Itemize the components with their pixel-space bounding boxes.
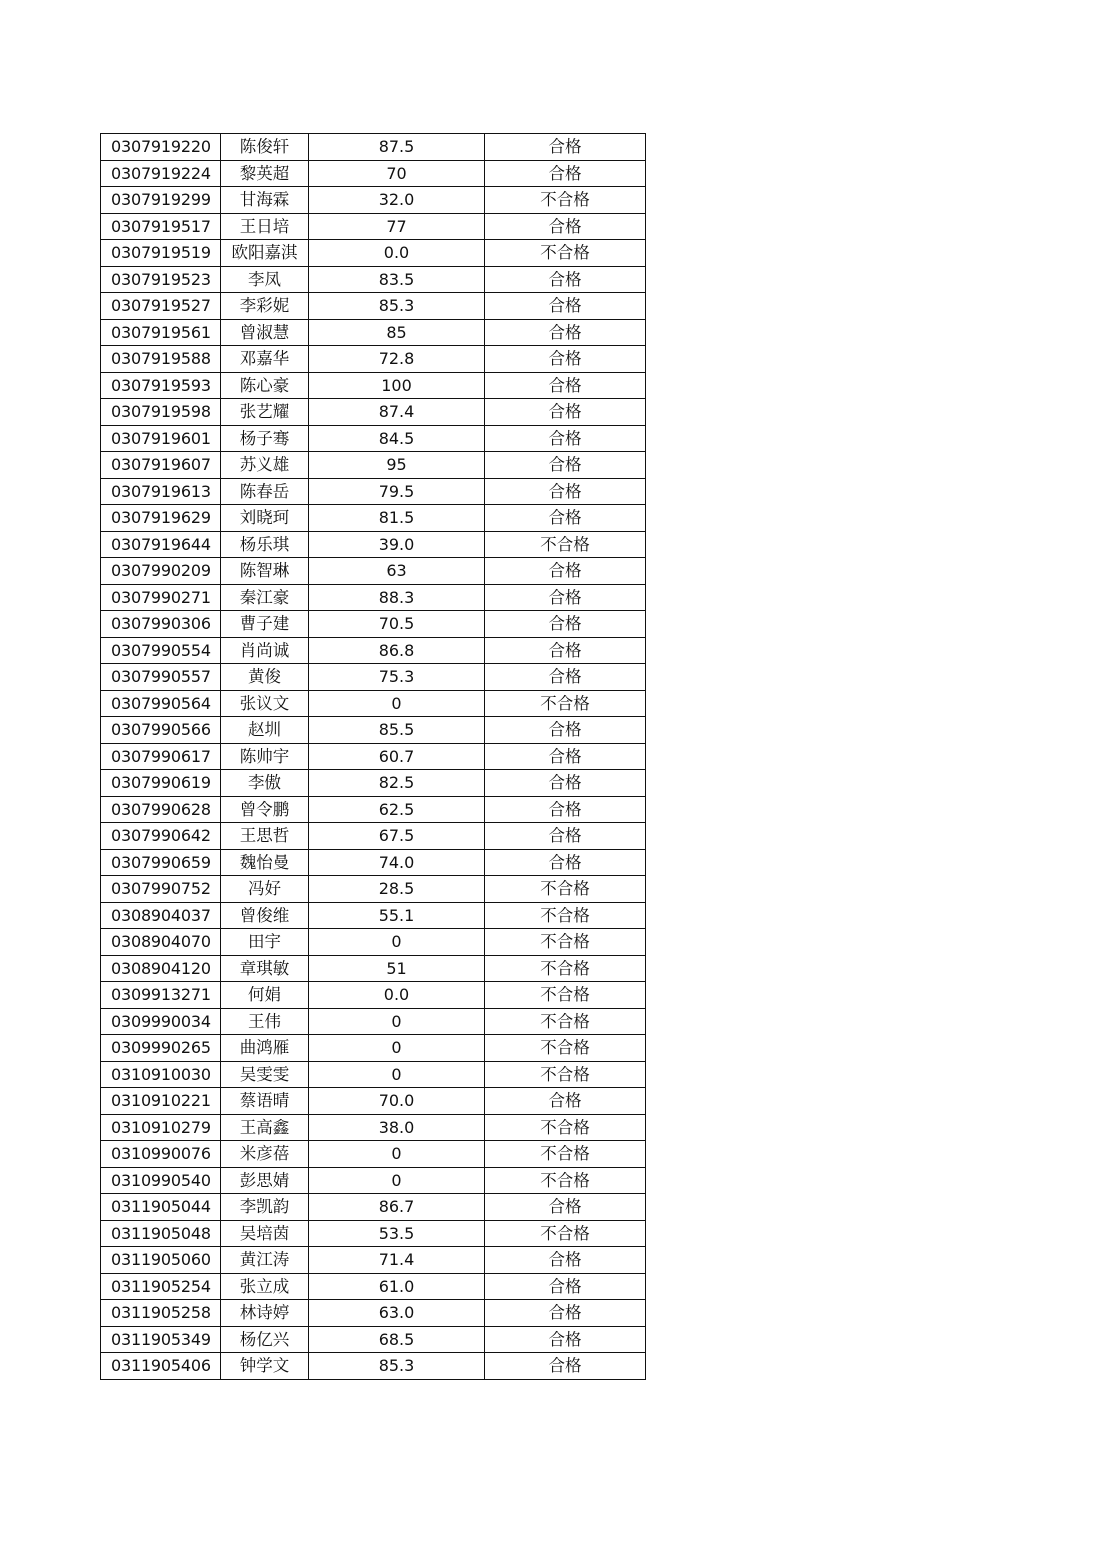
score-cell: 60.7 (309, 743, 485, 770)
student-id-cell: 0310990540 (101, 1167, 221, 1194)
result-cell: 合格 (485, 664, 646, 691)
student-name-cell: 王日培 (221, 213, 309, 240)
student-id-cell: 0311905258 (101, 1300, 221, 1327)
table-row (101, 876, 646, 903)
student-id-cell: 0311905060 (101, 1247, 221, 1274)
result-cell: 合格 (485, 478, 646, 505)
table-row (101, 849, 646, 876)
student-id-cell: 0308904070 (101, 929, 221, 956)
result-cell: 合格 (485, 584, 646, 611)
result-cell: 不合格 (485, 929, 646, 956)
score-cell: 53.5 (309, 1220, 485, 1247)
score-cell: 63.0 (309, 1300, 485, 1327)
student-id-cell: 0307919629 (101, 505, 221, 532)
score-cell: 0 (309, 929, 485, 956)
result-cell: 不合格 (485, 187, 646, 214)
table-row (101, 160, 646, 187)
table-row (101, 213, 646, 240)
student-id-cell: 0307919644 (101, 531, 221, 558)
table-row (101, 664, 646, 691)
student-name-cell: 米彦蓓 (221, 1141, 309, 1168)
student-name-cell: 王高鑫 (221, 1114, 309, 1141)
table-row (101, 690, 646, 717)
score-cell: 61.0 (309, 1273, 485, 1300)
table-row (101, 293, 646, 320)
table-row (101, 399, 646, 426)
score-cell: 71.4 (309, 1247, 485, 1274)
student-name-cell: 曾令鹏 (221, 796, 309, 823)
score-cell: 87.5 (309, 134, 485, 161)
result-cell: 合格 (485, 134, 646, 161)
table-row (101, 929, 646, 956)
student-id-cell: 0309913271 (101, 982, 221, 1009)
score-cell: 85 (309, 319, 485, 346)
table-row (101, 955, 646, 982)
score-cell: 83.5 (309, 266, 485, 293)
student-id-cell: 0307919598 (101, 399, 221, 426)
student-id-cell: 0310990076 (101, 1141, 221, 1168)
table-row (101, 187, 646, 214)
table-row (101, 452, 646, 479)
student-name-cell: 陈俊轩 (221, 134, 309, 161)
result-cell: 不合格 (485, 955, 646, 982)
result-cell: 合格 (485, 160, 646, 187)
result-cell: 不合格 (485, 1008, 646, 1035)
table-row (101, 902, 646, 929)
result-cell: 合格 (485, 1326, 646, 1353)
table-row (101, 1194, 646, 1221)
table-row (101, 1273, 646, 1300)
student-id-cell: 0311905048 (101, 1220, 221, 1247)
score-cell: 0 (309, 1008, 485, 1035)
student-name-cell: 魏怡曼 (221, 849, 309, 876)
score-cell: 84.5 (309, 425, 485, 452)
score-cell: 77 (309, 213, 485, 240)
student-name-cell: 王伟 (221, 1008, 309, 1035)
table-row (101, 505, 646, 532)
result-cell: 合格 (485, 399, 646, 426)
table-row (101, 425, 646, 452)
student-id-cell: 0307919607 (101, 452, 221, 479)
student-name-cell: 冯好 (221, 876, 309, 903)
student-id-cell: 0307919561 (101, 319, 221, 346)
student-name-cell: 杨亿兴 (221, 1326, 309, 1353)
student-id-cell: 0307919613 (101, 478, 221, 505)
result-cell: 合格 (485, 1353, 646, 1380)
student-id-cell: 0307919523 (101, 266, 221, 293)
student-name-cell: 陈心豪 (221, 372, 309, 399)
result-cell: 合格 (485, 823, 646, 850)
score-cell: 28.5 (309, 876, 485, 903)
student-name-cell: 吴雯雯 (221, 1061, 309, 1088)
table-row (101, 319, 646, 346)
student-name-cell: 陈帅宇 (221, 743, 309, 770)
result-cell: 合格 (485, 611, 646, 638)
student-name-cell: 杨子骞 (221, 425, 309, 452)
table-row (101, 240, 646, 267)
table-row (101, 531, 646, 558)
student-name-cell: 张立成 (221, 1273, 309, 1300)
result-cell: 合格 (485, 1300, 646, 1327)
table-row (101, 611, 646, 638)
student-id-cell: 0308904037 (101, 902, 221, 929)
student-id-cell: 0308904120 (101, 955, 221, 982)
result-cell: 合格 (485, 505, 646, 532)
score-cell: 0 (309, 1141, 485, 1168)
score-cell: 68.5 (309, 1326, 485, 1353)
score-cell: 0.0 (309, 240, 485, 267)
score-cell: 95 (309, 452, 485, 479)
student-id-cell: 0307919527 (101, 293, 221, 320)
score-cell: 75.3 (309, 664, 485, 691)
score-cell: 79.5 (309, 478, 485, 505)
table-row (101, 796, 646, 823)
score-cell: 85.3 (309, 293, 485, 320)
student-name-cell: 章琪敏 (221, 955, 309, 982)
student-id-cell: 0307919299 (101, 187, 221, 214)
score-cell: 55.1 (309, 902, 485, 929)
score-cell: 63 (309, 558, 485, 585)
student-id-cell: 0307990642 (101, 823, 221, 850)
table-row (101, 266, 646, 293)
student-name-cell: 彭思婧 (221, 1167, 309, 1194)
student-name-cell: 钟学文 (221, 1353, 309, 1380)
score-cell: 67.5 (309, 823, 485, 850)
score-cell: 70 (309, 160, 485, 187)
table-row (101, 1220, 646, 1247)
table-row (101, 637, 646, 664)
student-id-cell: 0311905349 (101, 1326, 221, 1353)
student-name-cell: 曲鸿雁 (221, 1035, 309, 1062)
result-cell: 合格 (485, 770, 646, 797)
student-id-cell: 0307990566 (101, 717, 221, 744)
student-id-cell: 0307990628 (101, 796, 221, 823)
student-name-cell: 李凯韵 (221, 1194, 309, 1221)
student-id-cell: 0307990659 (101, 849, 221, 876)
student-id-cell: 0307919224 (101, 160, 221, 187)
student-id-cell: 0309990034 (101, 1008, 221, 1035)
student-id-cell: 0307919588 (101, 346, 221, 373)
score-cell: 39.0 (309, 531, 485, 558)
score-cell: 62.5 (309, 796, 485, 823)
student-id-cell: 0307919517 (101, 213, 221, 240)
score-cell: 0 (309, 690, 485, 717)
student-name-cell: 黄俊 (221, 664, 309, 691)
table-row (101, 1167, 646, 1194)
student-name-cell: 曾淑慧 (221, 319, 309, 346)
result-cell: 合格 (485, 293, 646, 320)
score-cell: 70.5 (309, 611, 485, 638)
student-name-cell: 刘晓珂 (221, 505, 309, 532)
student-name-cell: 张艺耀 (221, 399, 309, 426)
result-cell: 合格 (485, 266, 646, 293)
table-row (101, 1247, 646, 1274)
student-id-cell: 0310910221 (101, 1088, 221, 1115)
result-cell: 合格 (485, 425, 646, 452)
student-name-cell: 曹子建 (221, 611, 309, 638)
table-row (101, 478, 646, 505)
result-cell: 合格 (485, 717, 646, 744)
result-cell: 不合格 (485, 1141, 646, 1168)
result-cell: 不合格 (485, 876, 646, 903)
student-id-cell: 0307990752 (101, 876, 221, 903)
student-id-cell: 0307919519 (101, 240, 221, 267)
score-cell: 70.0 (309, 1088, 485, 1115)
score-cell: 0 (309, 1035, 485, 1062)
result-cell: 不合格 (485, 690, 646, 717)
student-id-cell: 0307919593 (101, 372, 221, 399)
score-cell: 38.0 (309, 1114, 485, 1141)
result-cell: 不合格 (485, 1167, 646, 1194)
score-cell: 86.8 (309, 637, 485, 664)
result-cell: 合格 (485, 1088, 646, 1115)
table-row (101, 743, 646, 770)
result-cell: 合格 (485, 796, 646, 823)
result-cell: 合格 (485, 743, 646, 770)
result-cell: 合格 (485, 849, 646, 876)
score-cell: 86.7 (309, 1194, 485, 1221)
student-id-cell: 0311905406 (101, 1353, 221, 1380)
student-name-cell: 李傲 (221, 770, 309, 797)
result-cell: 不合格 (485, 1114, 646, 1141)
score-cell: 0 (309, 1061, 485, 1088)
student-id-cell: 0309990265 (101, 1035, 221, 1062)
score-cell: 0.0 (309, 982, 485, 1009)
student-name-cell: 陈春岳 (221, 478, 309, 505)
result-cell: 不合格 (485, 1035, 646, 1062)
student-id-cell: 0307919220 (101, 134, 221, 161)
result-cell: 合格 (485, 1273, 646, 1300)
student-id-cell: 0307919601 (101, 425, 221, 452)
student-name-cell: 何娟 (221, 982, 309, 1009)
table-row (101, 372, 646, 399)
table-row (101, 717, 646, 744)
score-cell: 85.5 (309, 717, 485, 744)
score-cell: 100 (309, 372, 485, 399)
score-cell: 32.0 (309, 187, 485, 214)
student-id-cell: 0311905044 (101, 1194, 221, 1221)
student-name-cell: 李彩妮 (221, 293, 309, 320)
result-cell: 合格 (485, 213, 646, 240)
student-name-cell: 李凤 (221, 266, 309, 293)
table-row (101, 1353, 646, 1380)
table-row (101, 584, 646, 611)
result-cell: 合格 (485, 372, 646, 399)
table-row (101, 1326, 646, 1353)
result-cell: 合格 (485, 319, 646, 346)
student-name-cell: 陈智琳 (221, 558, 309, 585)
score-cell: 74.0 (309, 849, 485, 876)
student-id-cell: 0307990564 (101, 690, 221, 717)
result-cell: 合格 (485, 452, 646, 479)
score-cell: 0 (309, 1167, 485, 1194)
score-cell: 51 (309, 955, 485, 982)
student-id-cell: 0311905254 (101, 1273, 221, 1300)
score-cell: 72.8 (309, 346, 485, 373)
student-name-cell: 曾俊维 (221, 902, 309, 929)
student-name-cell: 赵圳 (221, 717, 309, 744)
student-name-cell: 蔡语晴 (221, 1088, 309, 1115)
student-id-cell: 0307990209 (101, 558, 221, 585)
result-cell: 合格 (485, 558, 646, 585)
student-id-cell: 0307990271 (101, 584, 221, 611)
table-row (101, 1008, 646, 1035)
score-cell: 81.5 (309, 505, 485, 532)
result-cell: 合格 (485, 1194, 646, 1221)
student-name-cell: 秦江豪 (221, 584, 309, 611)
result-cell: 合格 (485, 1247, 646, 1274)
student-name-cell: 吴培茵 (221, 1220, 309, 1247)
table-row (101, 982, 646, 1009)
result-cell: 不合格 (485, 240, 646, 267)
table-row (101, 1141, 646, 1168)
result-cell: 不合格 (485, 531, 646, 558)
student-name-cell: 黎英超 (221, 160, 309, 187)
table-row (101, 558, 646, 585)
score-table (100, 133, 646, 1380)
student-name-cell: 欧阳嘉淇 (221, 240, 309, 267)
table-row (101, 1035, 646, 1062)
score-cell: 85.3 (309, 1353, 485, 1380)
student-id-cell: 0310910030 (101, 1061, 221, 1088)
student-id-cell: 0307990306 (101, 611, 221, 638)
score-cell: 87.4 (309, 399, 485, 426)
student-id-cell: 0307990619 (101, 770, 221, 797)
table-row (101, 1088, 646, 1115)
table-row (101, 770, 646, 797)
table-row (101, 346, 646, 373)
result-cell: 不合格 (485, 982, 646, 1009)
table-row (101, 134, 646, 161)
table-row (101, 1061, 646, 1088)
result-cell: 不合格 (485, 1061, 646, 1088)
student-name-cell: 张议文 (221, 690, 309, 717)
student-id-cell: 0310910279 (101, 1114, 221, 1141)
student-id-cell: 0307990617 (101, 743, 221, 770)
student-name-cell: 田宇 (221, 929, 309, 956)
score-cell: 82.5 (309, 770, 485, 797)
student-id-cell: 0307990557 (101, 664, 221, 691)
table-row (101, 823, 646, 850)
student-name-cell: 苏义雄 (221, 452, 309, 479)
student-name-cell: 肖尚诚 (221, 637, 309, 664)
result-cell: 不合格 (485, 902, 646, 929)
student-id-cell: 0307990554 (101, 637, 221, 664)
student-name-cell: 王思哲 (221, 823, 309, 850)
score-cell: 88.3 (309, 584, 485, 611)
result-cell: 不合格 (485, 1220, 646, 1247)
score-table-body (101, 134, 646, 1380)
result-cell: 合格 (485, 346, 646, 373)
table-row (101, 1114, 646, 1141)
table-row (101, 1300, 646, 1327)
student-name-cell: 黄江涛 (221, 1247, 309, 1274)
result-cell: 合格 (485, 637, 646, 664)
student-name-cell: 林诗婷 (221, 1300, 309, 1327)
student-name-cell: 甘海霖 (221, 187, 309, 214)
student-name-cell: 邓嘉华 (221, 346, 309, 373)
student-name-cell: 杨乐琪 (221, 531, 309, 558)
